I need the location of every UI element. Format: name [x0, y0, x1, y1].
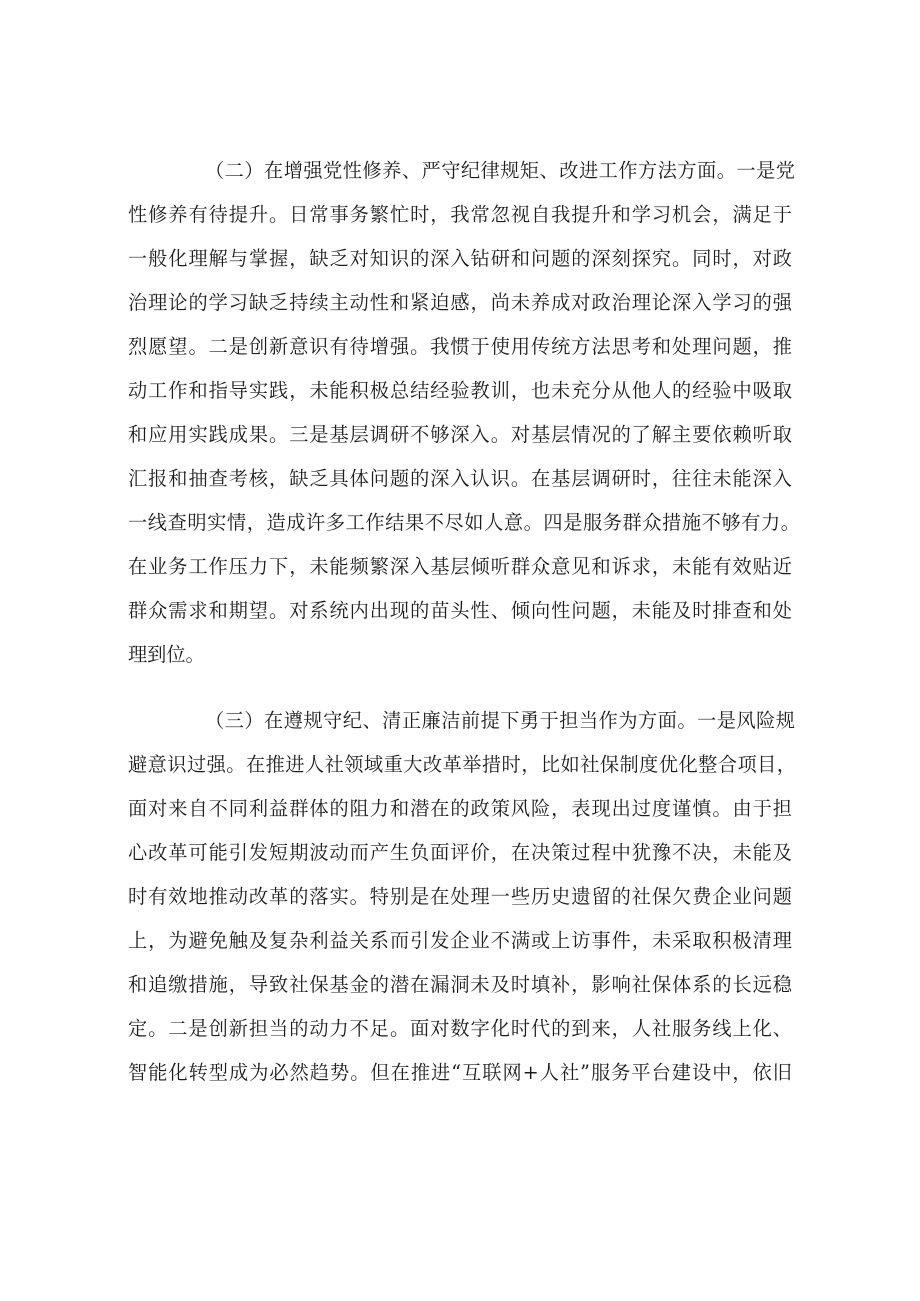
text-line: 时有效地推动改革的落实。特别是在处理一些历史遗留的社保欠费企业问题: [128, 885, 792, 908]
text-line: 群众需求和期望。对系统内出现的苗头性、倾向性问题，未能及时排查和处: [128, 599, 792, 622]
text-line: 性修养有待提升。日常事务繁忙时，我常忽视自我提升和学习机会，满足于: [128, 203, 792, 226]
text-line: 避意识过强。在推进人社领域重大改革举措时，比如社保制度优化整合项目，: [128, 753, 796, 776]
text-line: 治理论的学习缺乏持续主动性和紧迫感，尚未养成对政治理论深入学习的强: [128, 291, 792, 314]
text-line: 理到位。: [128, 643, 205, 666]
text-line: 定。二是创新担当的动力不足。面对数字化时代的到来，人社服务线上化、: [128, 1017, 792, 1040]
text-line: 动工作和指导实践，未能积极总结经验教训，也未充分从他人的经验中吸取: [128, 379, 792, 402]
text-line: 一线查明实情，造成许多工作结果不尽如人意。四是服务群众措施不够有力。: [128, 511, 800, 534]
text-line: （二）在增强党性修养、严守纪律规矩、改进工作方法方面。一是党: [205, 159, 795, 182]
text-line: 智能化转型成为必然趋势。但在推进“互联网+人社”服务平台建设中，依旧: [128, 1061, 792, 1084]
text-line: 面对来自不同利益群体的阻力和潜在的政策风险，表现出过度谨慎。由于担: [128, 797, 792, 820]
text-line: 和追缴措施，导致社保基金的潜在漏洞未及时填补，影响社保体系的长远稳: [128, 973, 792, 996]
text-line: 心改革可能引发短期波动而产生负面评价，在决策过程中犹豫不决，未能及: [128, 841, 792, 864]
text-line: 和应用实践成果。三是基层调研不够深入。对基层情况的了解主要依赖听取: [128, 423, 792, 446]
text-line: 上，为避免触及复杂利益关系而引发企业不满或上访事件，未采取积极清理: [128, 929, 792, 952]
text-line: （三）在遵规守纪、清正廉洁前提下勇于担当作为方面。一是风险规: [205, 709, 795, 732]
text-line: 烈愿望。二是创新意识有待增强。我惯于使用传统方法思考和处理问题，推: [128, 335, 792, 358]
text-line: 在业务工作压力下，未能频繁深入基层倾听群众意见和诉求，未能有效贴近: [128, 555, 792, 578]
text-line: 一般化理解与掌握，缺乏对知识的深入钻研和问题的深刻探究。同时，对政: [128, 247, 792, 270]
text-line: 汇报和抽查考核，缺乏具体问题的深入认识。在基层调研时，往往未能深入: [128, 467, 792, 490]
